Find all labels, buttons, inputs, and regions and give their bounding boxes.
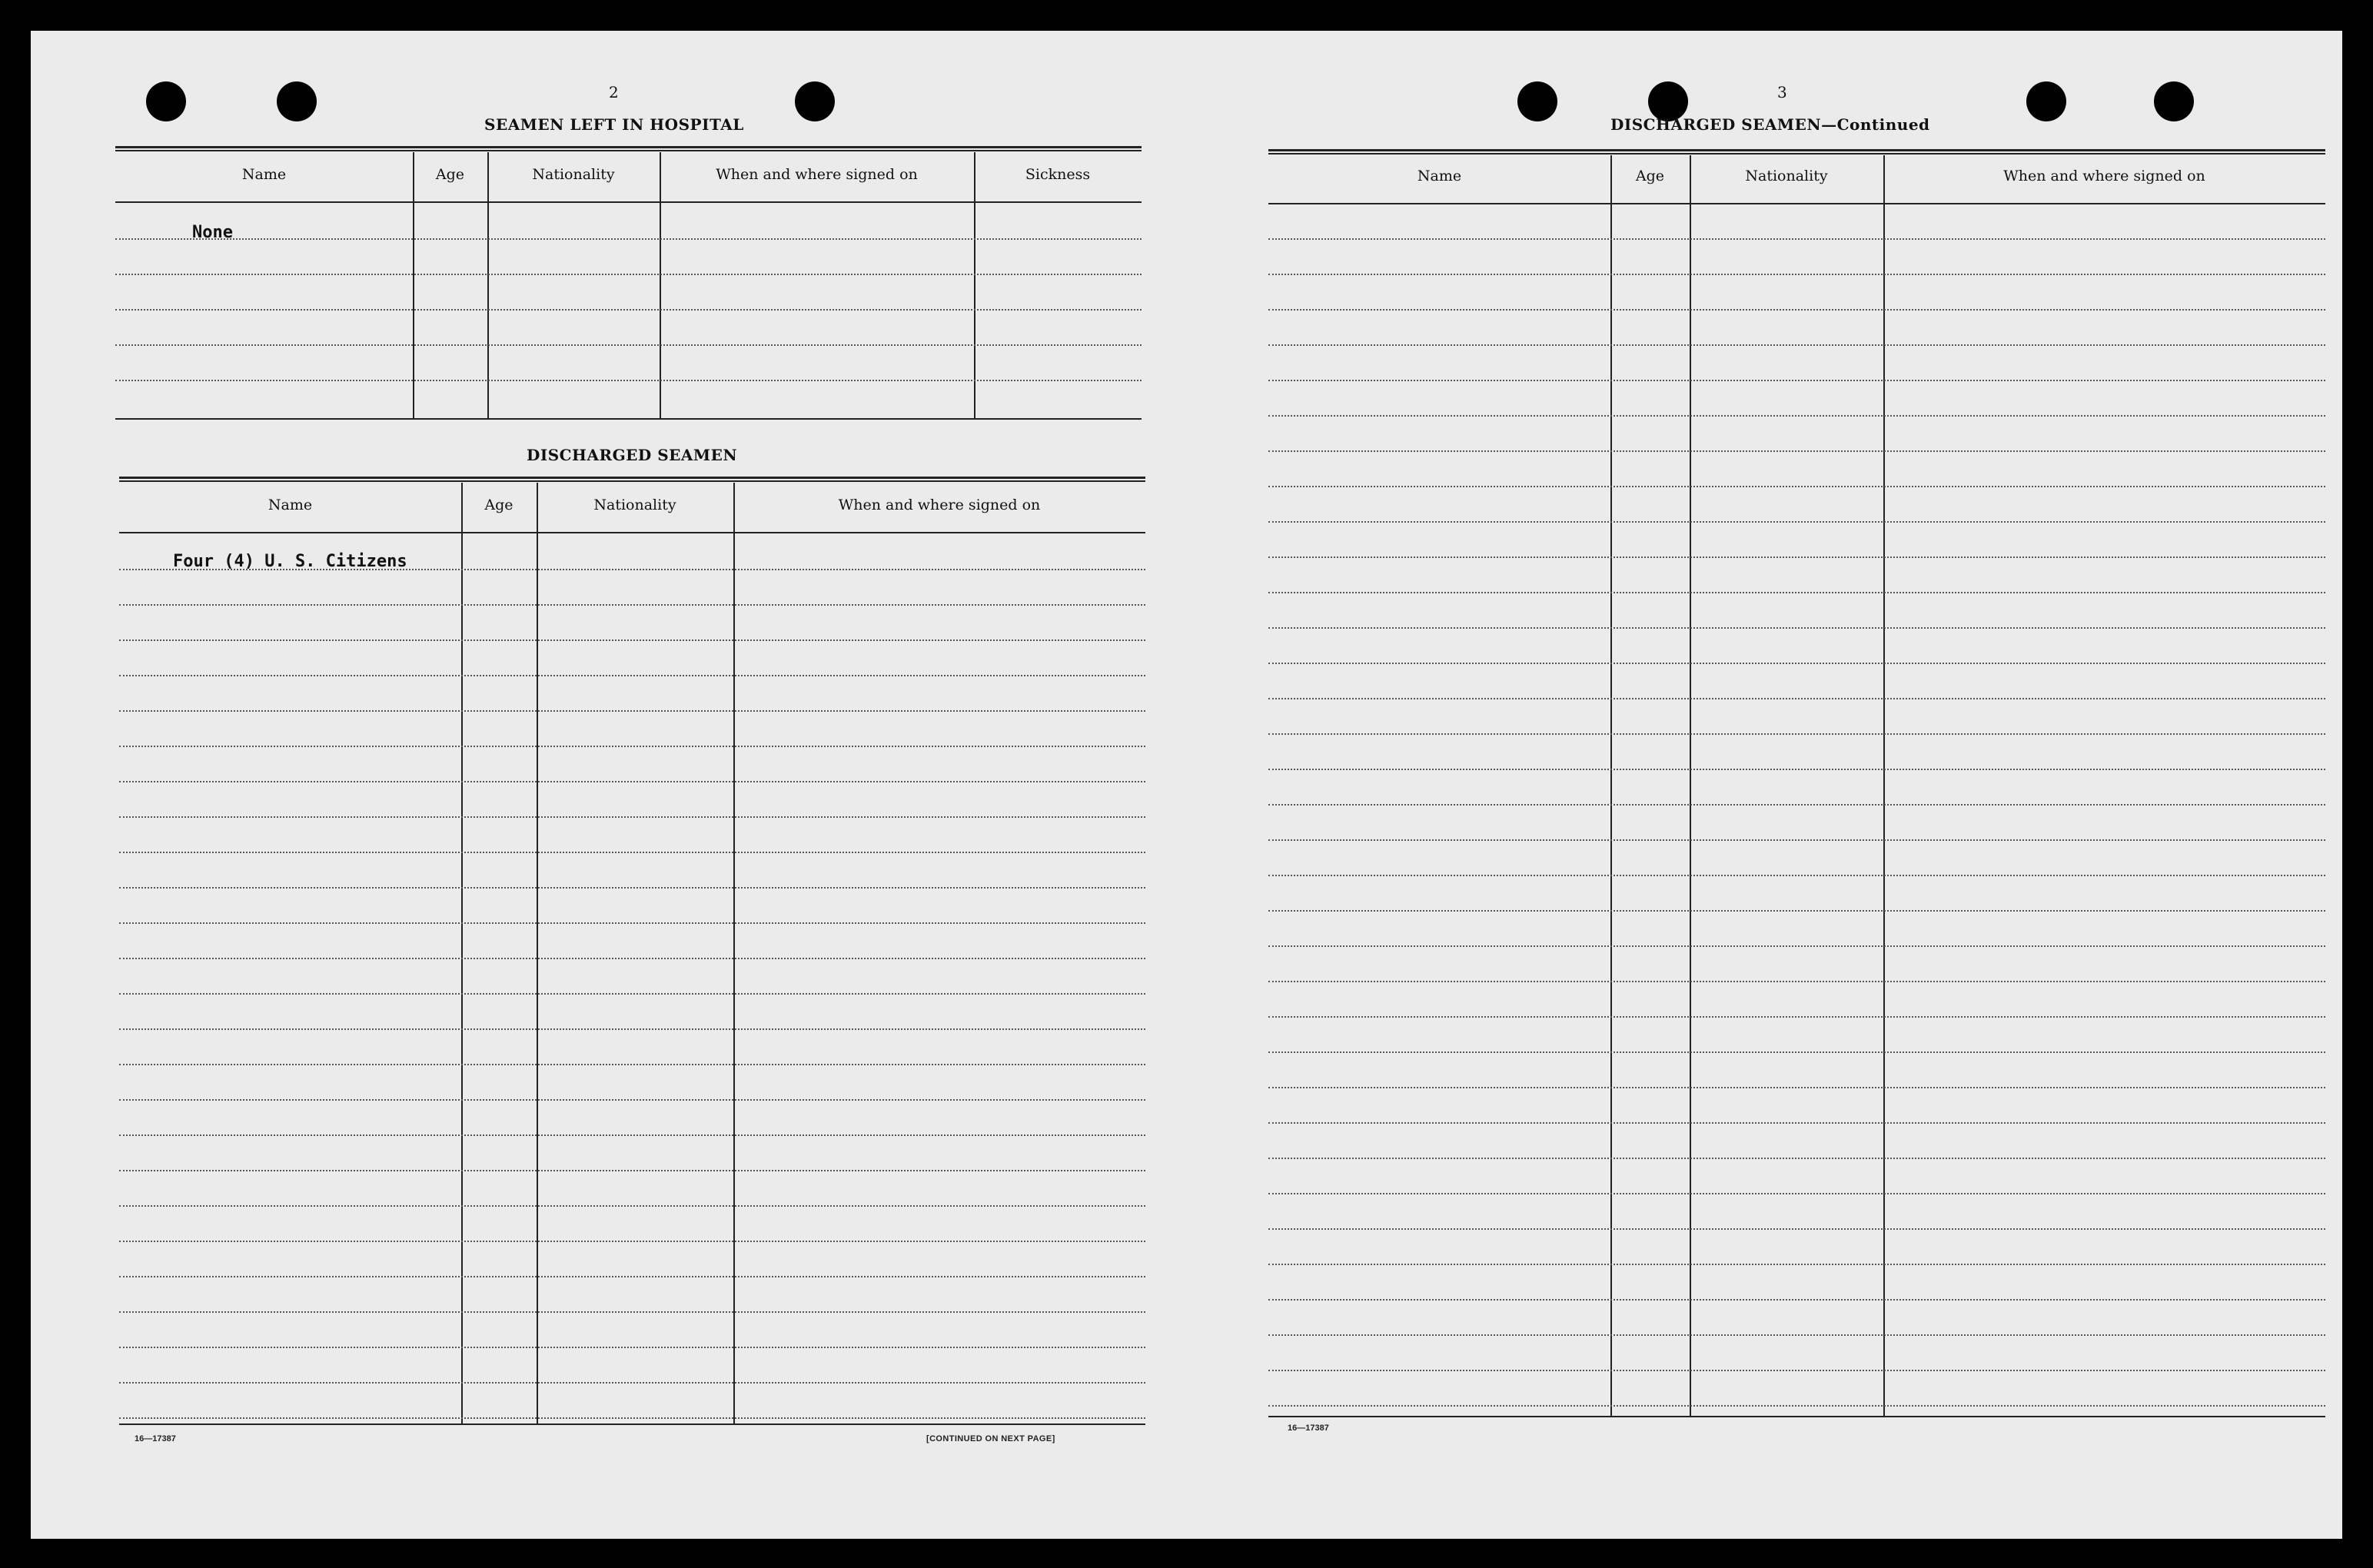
row-line <box>119 639 1145 641</box>
continued-section-title: DISCHARGED SEAMEN—Continued <box>1610 115 1930 134</box>
row-line <box>1268 274 2325 275</box>
row-line <box>1268 839 2325 841</box>
row-line <box>119 604 1145 606</box>
row-line <box>1268 486 2325 487</box>
row-line <box>115 274 1142 275</box>
row-line <box>1268 663 2325 664</box>
hospital-entry: None <box>192 223 233 242</box>
header-bottom-rule <box>115 201 1142 203</box>
table-bottom-rule <box>115 418 1142 420</box>
row-line <box>119 852 1145 853</box>
row-line <box>1268 450 2325 452</box>
column-divider <box>733 483 735 1423</box>
column-header-signed-on: When and where signed on <box>716 166 918 183</box>
row-line <box>1268 1016 2325 1018</box>
row-line <box>1268 592 2325 593</box>
column-divider <box>537 483 538 1423</box>
row-line <box>1268 627 2325 629</box>
row-line <box>1268 1122 2325 1124</box>
row-line <box>1268 698 2325 699</box>
row-line <box>1268 1051 2325 1053</box>
row-line <box>119 1347 1145 1348</box>
row-line <box>119 1205 1145 1207</box>
row-line <box>1268 521 2325 523</box>
column-header-sickness: Sickness <box>1025 166 1091 183</box>
row-line <box>119 1241 1145 1242</box>
row-line <box>115 309 1142 311</box>
discharged-section-title: DISCHARGED SEAMEN <box>527 446 738 464</box>
row-line <box>119 710 1145 712</box>
column-header-name: Name <box>268 497 313 513</box>
continued-note: [CONTINUED ON NEXT PAGE] <box>926 1434 1055 1443</box>
row-line <box>1268 309 2325 311</box>
row-line <box>1268 981 2325 982</box>
column-header-age: Age <box>1635 168 1665 184</box>
column-header-age: Age <box>435 166 465 183</box>
row-line <box>1268 238 2325 240</box>
row-line <box>119 1382 1145 1384</box>
row-line <box>1268 556 2325 558</box>
row-line <box>119 675 1145 676</box>
form-code: 16—17387 <box>135 1434 176 1443</box>
column-divider <box>461 483 463 1423</box>
table-bottom-rule <box>119 1423 1145 1425</box>
row-line <box>1268 344 2325 346</box>
row-line <box>119 816 1145 818</box>
column-header-nationality: Nationality <box>1745 168 1828 184</box>
row-line <box>119 1099 1145 1101</box>
table-top-rule <box>1268 149 2325 154</box>
column-header-signed-on: When and where signed on <box>2003 168 2205 184</box>
row-line <box>119 1276 1145 1277</box>
column-header-name: Name <box>1417 168 1462 184</box>
row-line <box>1268 945 2325 947</box>
row-line <box>119 1311 1145 1313</box>
column-header-name: Name <box>241 166 287 183</box>
row-line <box>1268 415 2325 417</box>
row-line <box>115 380 1142 381</box>
row-line <box>1268 1264 2325 1265</box>
row-line <box>119 1028 1145 1030</box>
row-line <box>119 958 1145 959</box>
form-code: 16—17387 <box>1288 1423 1329 1433</box>
column-header-signed-on: When and where signed on <box>838 497 1041 513</box>
row-line <box>1268 1228 2325 1230</box>
column-header-age: Age <box>484 497 513 513</box>
hospital-section-title: SEAMEN LEFT IN HOSPITAL <box>484 115 744 134</box>
column-header-nationality: Nationality <box>593 497 676 513</box>
row-line <box>115 238 1142 240</box>
table-bottom-rule <box>1268 1416 2325 1417</box>
row-line <box>1268 1158 2325 1159</box>
header-bottom-rule <box>1268 203 2325 204</box>
right-page <box>1215 0 2342 1508</box>
row-line <box>1268 1370 2325 1371</box>
row-line <box>1268 1087 2325 1088</box>
row-line <box>119 1170 1145 1171</box>
row-line <box>1268 733 2325 735</box>
row-line <box>119 746 1145 747</box>
table-top-rule <box>115 146 1142 151</box>
page-number: 3 <box>1777 83 1787 101</box>
row-line <box>115 344 1142 346</box>
row-line <box>1268 910 2325 912</box>
row-line <box>119 887 1145 889</box>
row-line <box>1268 380 2325 381</box>
row-line <box>1268 1405 2325 1407</box>
row-line <box>119 1064 1145 1065</box>
row-line <box>1268 1334 2325 1336</box>
column-header-nationality: Nationality <box>532 166 615 183</box>
row-line <box>1268 875 2325 876</box>
discharged-entry: Four (4) U. S. Citizens <box>173 552 407 571</box>
page-number: 2 <box>609 83 619 101</box>
row-line <box>1268 769 2325 770</box>
row-line <box>1268 1193 2325 1194</box>
header-bottom-rule <box>119 532 1145 533</box>
row-line <box>119 1134 1145 1136</box>
table-top-rule <box>119 477 1145 482</box>
row-line <box>119 993 1145 995</box>
row-line <box>119 922 1145 924</box>
row-line <box>119 781 1145 782</box>
row-line <box>1268 804 2325 806</box>
left-page <box>31 0 1184 1508</box>
row-line <box>1268 1299 2325 1301</box>
row-line <box>119 1417 1145 1419</box>
